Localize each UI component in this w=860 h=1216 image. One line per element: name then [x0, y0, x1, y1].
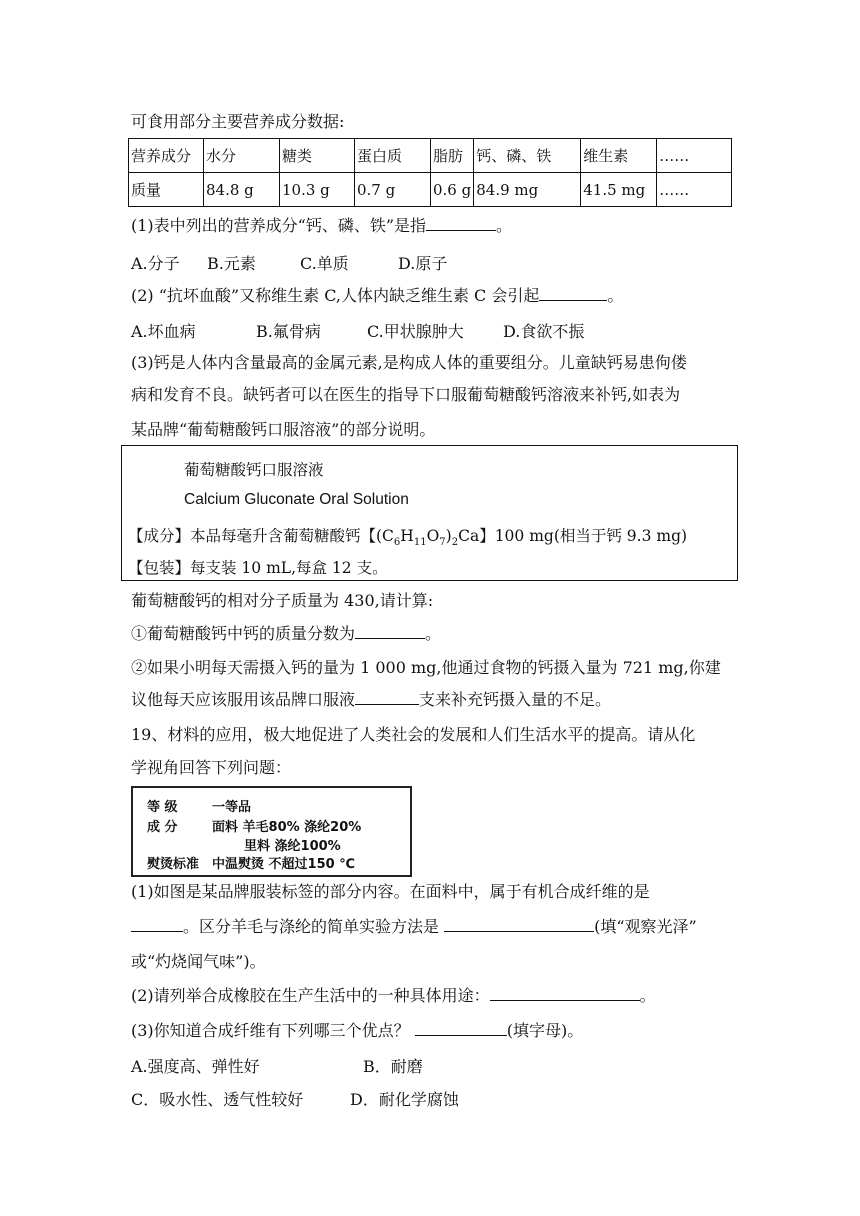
answer-blank[interactable]: [131, 917, 183, 932]
punctuation: 。: [425, 624, 442, 643]
package-line: 【包装】每支装 10 mL,每盒 12 支。: [128, 559, 388, 577]
calc-1-text: ①葡萄糖酸钙中钙的质量分数为: [131, 624, 356, 643]
option-a: A.坏血病: [131, 322, 196, 341]
ingredient-text: H: [400, 527, 414, 545]
option-d: D.原子: [398, 254, 448, 273]
question-3-line: (3)钙是人体内含量最高的金属元素,是构成人体的重要组分。儿童缺钙易患佝偻: [131, 353, 687, 372]
option-b: B.元素: [207, 254, 256, 273]
option-a: A.强度高、弹性好: [131, 1057, 260, 1076]
subscript: 7: [439, 537, 446, 549]
option-c: C.甲状腺肿大: [367, 322, 464, 341]
answer-blank[interactable]: [444, 917, 594, 932]
sub-question-1-line: (1)如图是某品牌服装标签的部分内容。在面料中，属于有机合成纤维的是: [131, 882, 650, 901]
table-cell: 0.6 g: [431, 173, 474, 207]
answer-blank[interactable]: [355, 690, 419, 705]
punctuation: 。: [496, 216, 513, 235]
question-1: [131, 216, 512, 236]
table-cell: 41.5 mg: [581, 173, 657, 207]
nutrition-table: [128, 138, 732, 207]
punctuation: 。: [607, 286, 624, 305]
sub-question-1-line3: 或“灼烧闻气味”)。: [131, 952, 266, 971]
table-cell: 糖类: [280, 139, 355, 173]
table-cell: 84.8 g: [204, 173, 280, 207]
question-1-text: (1)表中列出的营养成分“钙、磷、铁”是指: [131, 216, 427, 235]
table-cell: 质量: [129, 173, 204, 207]
answer-blank[interactable]: [426, 216, 496, 231]
calc-2-text: 议他每天应该服用该品牌口服液: [131, 690, 356, 709]
table-cell: 维生素: [581, 139, 657, 173]
ingredient-line: [128, 524, 687, 548]
subscript: 6: [393, 537, 401, 549]
sub-question-1-text: (填“观察光泽”: [594, 917, 697, 936]
question-3-line: 某品牌“葡萄糖酸钙口服溶液”的部分说明。: [131, 420, 436, 439]
question-3-line: 病和发育不良。缺钙者可以在医生的指导下口服葡萄糖酸钙溶液来补钙,如表为: [131, 385, 681, 404]
product-title-cn: 葡萄糖酸钙口服溶液: [184, 461, 324, 479]
table-header-row: [129, 139, 732, 173]
table-cell: 84.9 mg: [474, 173, 581, 207]
table-cell: 营养成分: [129, 139, 204, 173]
ingredient-text: 【成分】本品每毫升含葡萄糖酸钙【(C: [128, 527, 394, 545]
label-composition-value: 面料 羊毛80% 涤纶20%: [212, 820, 362, 835]
option-b: B．耐磨: [363, 1057, 423, 1076]
calc-2-text: 支来补充钙摄入量的不足。: [419, 690, 612, 709]
answer-blank[interactable]: [355, 624, 425, 639]
option-a: A.分子: [131, 254, 180, 273]
punctuation: 。: [639, 986, 656, 1005]
table-cell: 脂肪: [431, 139, 474, 173]
product-info-box: [121, 445, 738, 581]
answer-blank[interactable]: [490, 986, 640, 1001]
label-ironing-key: 熨烫标准: [147, 857, 200, 872]
option-c: C．吸水性、透气性较好: [131, 1090, 304, 1109]
label-grade-value: 一等品: [212, 800, 252, 815]
option-d: D.食欲不振: [503, 322, 585, 341]
clothing-label: [131, 786, 412, 877]
subscript: 11: [413, 537, 427, 549]
label-lining-value: 里料 涤纶100%: [244, 839, 341, 854]
table-cell: 10.3 g: [280, 173, 355, 207]
sub-question-1-line2: [131, 917, 697, 937]
calc-1: [131, 624, 441, 644]
label-ironing-value: 中温熨烫 不超过150 ℃: [212, 857, 355, 872]
question-19-line: 学视角回答下列问题：: [131, 758, 292, 777]
subscript: 2: [451, 537, 459, 549]
answer-blank[interactable]: [539, 286, 607, 301]
table-cell: ……: [657, 173, 732, 207]
calc-2-line: ②如果小明每天需摄入钙的量为 1 000 mg,他通过食物的钙摄入量为 721 mg,你建: [131, 658, 721, 677]
ingredient-text: ): [445, 527, 452, 545]
table-cell: 钙、磷、铁: [474, 139, 581, 173]
sub-question-3-text: (3)你知道合成纤维有下列哪三个优点？: [131, 1021, 410, 1040]
calc-intro: 葡萄糖酸钙的相对分子质量为 430,请计算:: [131, 591, 434, 610]
table-cell: 蛋白质: [355, 139, 431, 173]
label-grade-key: 等 级: [147, 800, 178, 815]
question-2-text: (2) “抗坏血酸”又称维生素 C,人体内缺乏维生素 C 会引起: [131, 286, 540, 305]
answer-blank[interactable]: [415, 1021, 507, 1036]
question-2: [131, 286, 623, 306]
calc-2: [131, 690, 611, 710]
ingredient-text: O: [426, 527, 440, 545]
product-title-en: Calcium Gluconate Oral Solution: [184, 491, 409, 508]
sub-question-1-text: 。区分羊毛与涤纶的简单实验方法是: [183, 917, 440, 936]
table-row: [129, 173, 732, 207]
label-composition-key: 成 分: [147, 820, 178, 835]
table-cell: 0.7 g: [355, 173, 431, 207]
sub-question-2: [131, 986, 656, 1006]
option-c: C.单质: [300, 254, 349, 273]
table-cell: ……: [657, 139, 732, 173]
table-cell: 水分: [204, 139, 280, 173]
sub-question-3: [131, 1021, 583, 1041]
option-b: B.氟骨病: [256, 322, 321, 341]
intro-text: 可食用部分主要营养成分数据:: [131, 112, 345, 131]
sub-question-2-text: (2)请列举合成橡胶在生产生活中的一种具体用途：: [131, 986, 490, 1005]
option-d: D．耐化学腐蚀: [350, 1090, 459, 1109]
question-19-line: 19、材料的应用，极大地促进了人类社会的发展和人们生活水平的提高。请从化: [131, 725, 696, 744]
sub-question-3-text: (填字母)。: [506, 1021, 584, 1040]
ingredient-text: Ca】100 mg(相当于钙 9.3 mg): [458, 527, 688, 545]
